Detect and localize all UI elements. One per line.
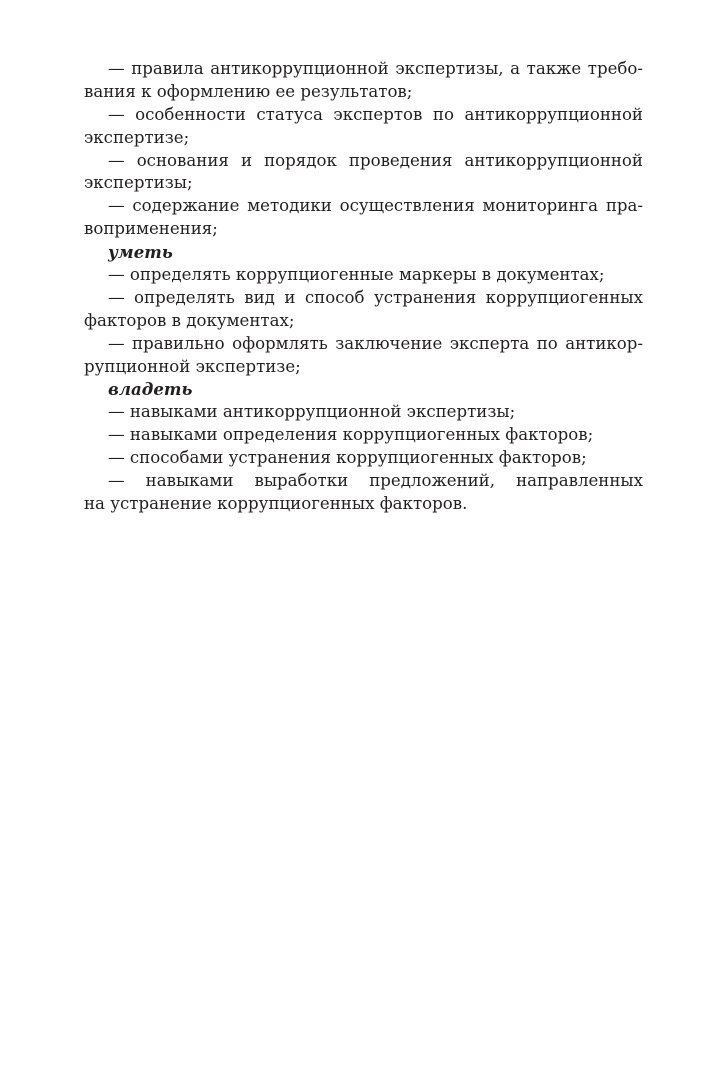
text-line: факторов в документах; — [84, 310, 295, 330]
text-line: воприменения; — [84, 219, 218, 239]
text-line: на устранение коррупциогенных факторов. — [84, 493, 468, 513]
text-line: вания к оформлению ее результатов; — [84, 81, 413, 101]
text-line: — основания и порядок проведения антикоррупционной — [108, 150, 643, 170]
text-line: — способами устранения коррупциогенных факторов; — [108, 448, 587, 468]
text-line: — правила антикоррупционной экспертизы, а также требо- — [108, 59, 643, 78]
text-line: — определять вид и способ устранения коррупциогенных — [108, 287, 643, 307]
text-line: — определять коррупциогенные маркеры в документах; — [108, 265, 605, 285]
section-heading-vladet: владеть — [108, 379, 193, 400]
text-line: — особенности статуса экспертов по антикоррупционной — [108, 104, 643, 124]
section-heading-umet: уметь — [108, 242, 173, 263]
document-page — [84, 58, 643, 516]
text-line: экспертизы; — [84, 173, 193, 193]
text-line: — содержание методики осуществления мониторинга пра- — [108, 196, 643, 216]
text-line: — навыками выработки предложений, направленных — [108, 471, 643, 491]
text-line: — навыками антикоррупционной экспертизы; — [108, 402, 516, 422]
text-line: рупционной экспертизе; — [84, 356, 301, 376]
text-line: экспертизе; — [84, 127, 190, 147]
text-line: — навыками определения коррупциогенных факторов; — [108, 425, 594, 445]
text-line: — правильно оформлять заключение эксперта по антикор- — [108, 333, 643, 353]
